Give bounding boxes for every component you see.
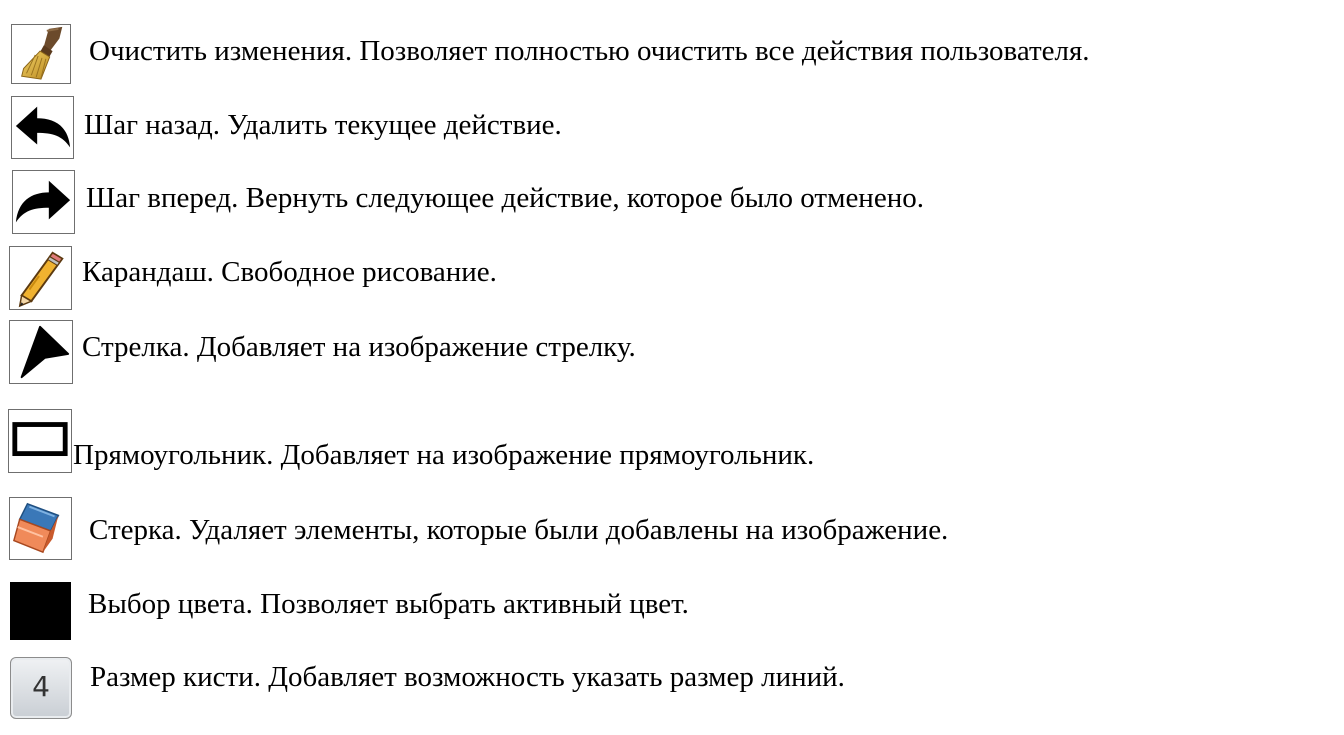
item-text: Стрелка. Добавляет на изображение стрелку.	[82, 331, 636, 363]
item-text: Выбор цвета. Позволяет выбрать активный цвет.	[88, 588, 689, 620]
list-item-redo	[0, 170, 1344, 234]
eraser-icon[interactable]	[9, 497, 72, 560]
item-text: Стерка. Удаляет элементы, которые были добавлены на изображение.	[89, 514, 949, 546]
list-item-eraser	[0, 497, 1344, 561]
list-item-color	[0, 581, 1344, 645]
list-item-clear	[0, 23, 1344, 87]
pencil-icon[interactable]	[9, 246, 72, 310]
brush-size-button[interactable]	[10, 657, 72, 719]
item-text: Карандаш. Свободное рисование.	[82, 256, 497, 288]
item-text: Прямоугольник. Добавляет на изображение прямоугольник.	[73, 439, 815, 471]
list-item-arrow	[0, 320, 1344, 384]
item-text: Шаг вперед. Вернуть следующее действие, которое было отменено.	[86, 182, 924, 214]
broom-icon[interactable]	[11, 24, 71, 84]
color-swatch[interactable]	[10, 582, 71, 640]
item-text: Очистить изменения. Позволяет полностью очистить все действия пользователя.	[89, 35, 1090, 67]
undo-arrow-icon[interactable]	[11, 96, 74, 159]
redo-arrow-icon[interactable]	[12, 170, 75, 234]
list-item-rectangle	[0, 408, 1344, 472]
rectangle-icon[interactable]	[8, 409, 72, 473]
item-text: Размер кисти. Добавляет возможность указать размер линий.	[90, 661, 845, 693]
list-item-pencil	[0, 245, 1344, 309]
brush-size-value: 4	[32, 670, 50, 703]
arrow-pointer-icon[interactable]	[9, 320, 73, 384]
list-item-brush-size	[0, 656, 1344, 720]
list-item-undo	[0, 96, 1344, 160]
item-text: Шаг назад. Удалить текущее действие.	[84, 109, 562, 141]
